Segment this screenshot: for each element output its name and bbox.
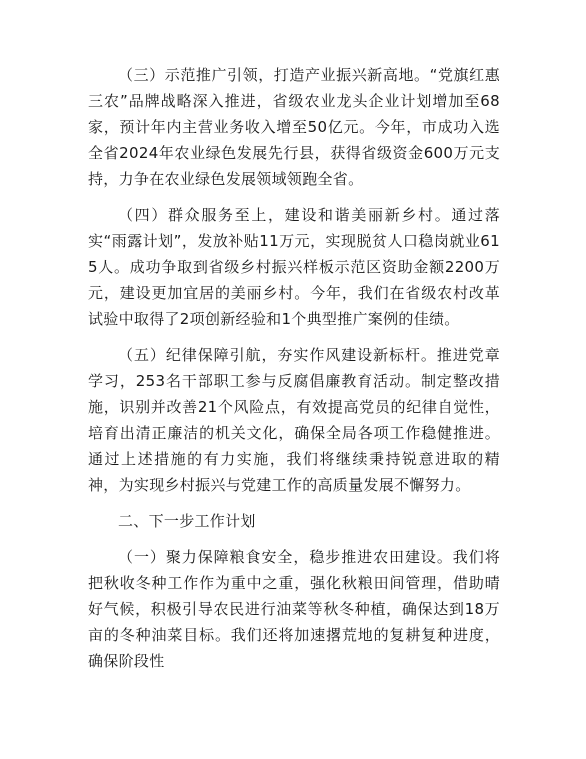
paragraph-demonstration-promotion: （三）示范推广引领，打造产业振兴新高地。“党旗红惠三农”品牌战略深入推进，省级农业龙头企业计划增加至68家，预计年内主营业务收入增至50亿元。今年，市成功入选全省2024年农业绿色发展先行县，获得省级资金600万元支持，力争在农业绿色发展领域领跑全省。: [88, 66, 500, 188]
paragraph-food-security: （一）聚力保障粮食安全，稳步推进农田建设。我们将把秋收冬种工作作为重中之重，强化秋粮田间管理，借助晴好气候，积极引导农民进行油菜等秋冬种植，确保达到18万亩的冬种油菜目标。我们还将加速撂荒地的复耕复种进度，确保阶段性: [88, 548, 500, 670]
paragraph-discipline-guarantee: （五）纪律保障引航，夯实作风建设新标杆。推进党章学习，253名干部职工参与反腐倡廉教育活动。制定整改措施，识别并改善21个风险点，有效提高党员的纪律自觉性，培育出清正廉洁的机关文化，确保全局各项工作稳健推进。通过上述措施的有力实施，我们将继续秉持锐意进取的精神，为实现乡村振兴与党建工作的高质量发展不懈努力。: [88, 346, 500, 494]
document-body: [88, 62, 500, 684]
paragraph-public-service: （四）群众服务至上，建设和谐美丽新乡村。通过落实“雨露计划”，发放补贴11万元，实现脱贫人口稳岗就业615人。成功争取到省级乡村振兴样板示范区资助金额2200万元，建设更加宜居的美丽乡村。今年，我们在省级农村改革试验中取得了2项创新经验和1个典型推广案例的佳绩。: [88, 206, 500, 328]
section-heading-next-plan: 二、下一步工作计划: [118, 512, 256, 530]
